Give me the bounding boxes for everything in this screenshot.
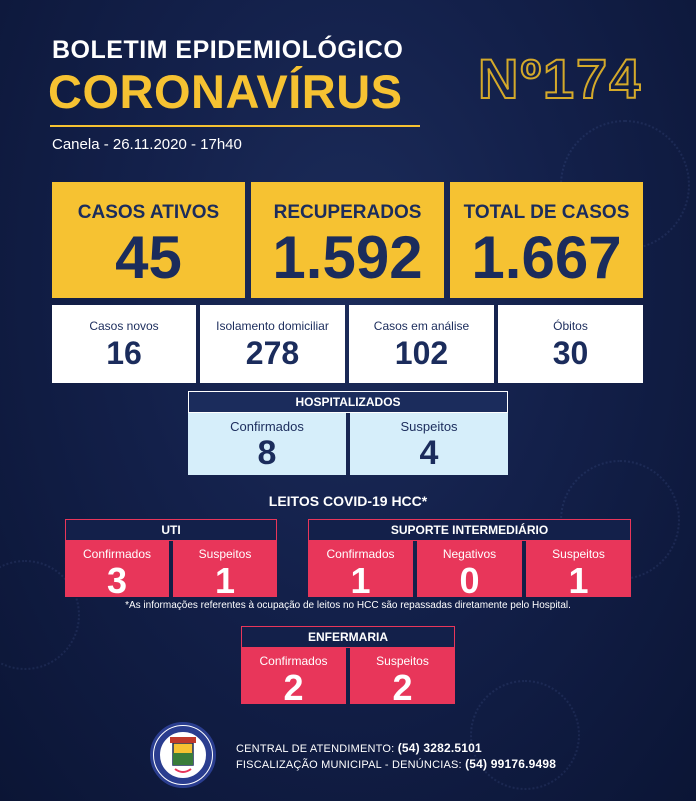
enfermaria-confirmados bbox=[241, 648, 346, 708]
suporte-header: SUPORTE INTERMEDIÁRIO bbox=[308, 519, 631, 541]
fiscal-label: FISCALIZAÇÃO MUNICIPAL - DENÚNCIAS: bbox=[236, 759, 462, 771]
stat-value: 0 bbox=[459, 560, 480, 601]
fiscalizacao-municipal bbox=[236, 757, 556, 771]
stat-label: Confirmados bbox=[82, 547, 152, 561]
stat-value: 45 bbox=[115, 224, 182, 291]
uti-suspeitos bbox=[173, 541, 277, 601]
stat-value: 30 bbox=[552, 335, 589, 371]
hospitalizados-confirmados bbox=[188, 413, 346, 475]
stat-value: 1 bbox=[214, 560, 236, 601]
stat-value: 2 bbox=[392, 667, 413, 708]
virus-decoration bbox=[470, 680, 580, 790]
uti-confirmados bbox=[65, 541, 169, 601]
stat-value: 278 bbox=[245, 335, 300, 371]
fiscal-phone: (54) 99176.9498 bbox=[465, 757, 557, 771]
central-phone: (54) 3282.5101 bbox=[397, 741, 482, 755]
bulletin-number: Nº174 bbox=[478, 47, 643, 110]
stat-value: 1.667 bbox=[471, 224, 622, 291]
stat-label: Confirmados bbox=[230, 419, 304, 434]
enfermaria-suspeitos bbox=[350, 648, 455, 708]
stat-value: 4 bbox=[419, 434, 439, 472]
title-divider bbox=[50, 125, 420, 127]
stat-label: TOTAL DE CASOS bbox=[463, 202, 630, 223]
stat-label: Casos novos bbox=[89, 319, 159, 333]
stat-value: 1 bbox=[350, 560, 371, 601]
stat-obitos bbox=[498, 305, 643, 383]
dateline: Canela - 26.11.2020 - 17h40 bbox=[52, 136, 242, 153]
stat-value: 16 bbox=[106, 335, 142, 371]
stat-value: 8 bbox=[257, 434, 277, 472]
prefeitura-seal-logo bbox=[150, 722, 216, 788]
stat-label: Suspeitos bbox=[552, 547, 605, 561]
stat-label: Confirmados bbox=[259, 654, 328, 668]
seal-emblem-icon bbox=[153, 725, 213, 785]
hospitalizados-header: HOSPITALIZADOS bbox=[188, 391, 508, 413]
stat-label: Suspeitos bbox=[198, 547, 252, 561]
stat-label: Negativos bbox=[442, 547, 497, 561]
stat-label: Suspeitos bbox=[376, 654, 429, 668]
hospitalizados-suspeitos bbox=[350, 413, 508, 475]
stat-recuperados bbox=[251, 182, 444, 298]
stat-label: Suspeitos bbox=[400, 419, 458, 434]
stat-label: CASOS ATIVOS bbox=[77, 202, 220, 223]
uti-header: UTI bbox=[65, 519, 277, 541]
stat-label: RECUPERADOS bbox=[273, 202, 422, 223]
stat-isolamento bbox=[200, 305, 345, 383]
stat-label: Óbitos bbox=[553, 319, 588, 333]
title-coronavirus: CORONAVÍRUS bbox=[48, 65, 403, 118]
leitos-footnote: *As informações referentes à ocupação de leitos no HCC são repassadas diretamente pelo Hospital. bbox=[125, 600, 571, 611]
stat-value: 102 bbox=[394, 335, 449, 371]
stat-value: 3 bbox=[106, 560, 128, 601]
stat-value: 1.592 bbox=[272, 224, 423, 291]
stat-total-casos bbox=[450, 182, 643, 298]
suporte-negativos bbox=[417, 541, 522, 601]
stat-value: 1 bbox=[568, 560, 589, 601]
stat-label: Isolamento domiciliar bbox=[216, 319, 329, 333]
stat-label: Casos em análise bbox=[373, 319, 470, 333]
central-atendimento bbox=[236, 741, 482, 755]
enfermaria-header: ENFERMARIA bbox=[241, 626, 455, 648]
stat-casos-analise bbox=[349, 305, 494, 383]
stat-casos-novos bbox=[52, 305, 196, 383]
suporte-suspeitos bbox=[526, 541, 631, 601]
suporte-confirmados bbox=[308, 541, 413, 601]
stat-label: Confirmados bbox=[326, 547, 395, 561]
leitos-title: LEITOS COVID-19 HCC* bbox=[268, 493, 428, 509]
stat-value: 2 bbox=[283, 667, 304, 708]
stat-casos-ativos bbox=[52, 182, 245, 298]
title-boletim: BOLETIM EPIDEMIOLÓGICO bbox=[52, 36, 404, 64]
central-label: CENTRAL DE ATENDIMENTO: bbox=[236, 743, 395, 755]
